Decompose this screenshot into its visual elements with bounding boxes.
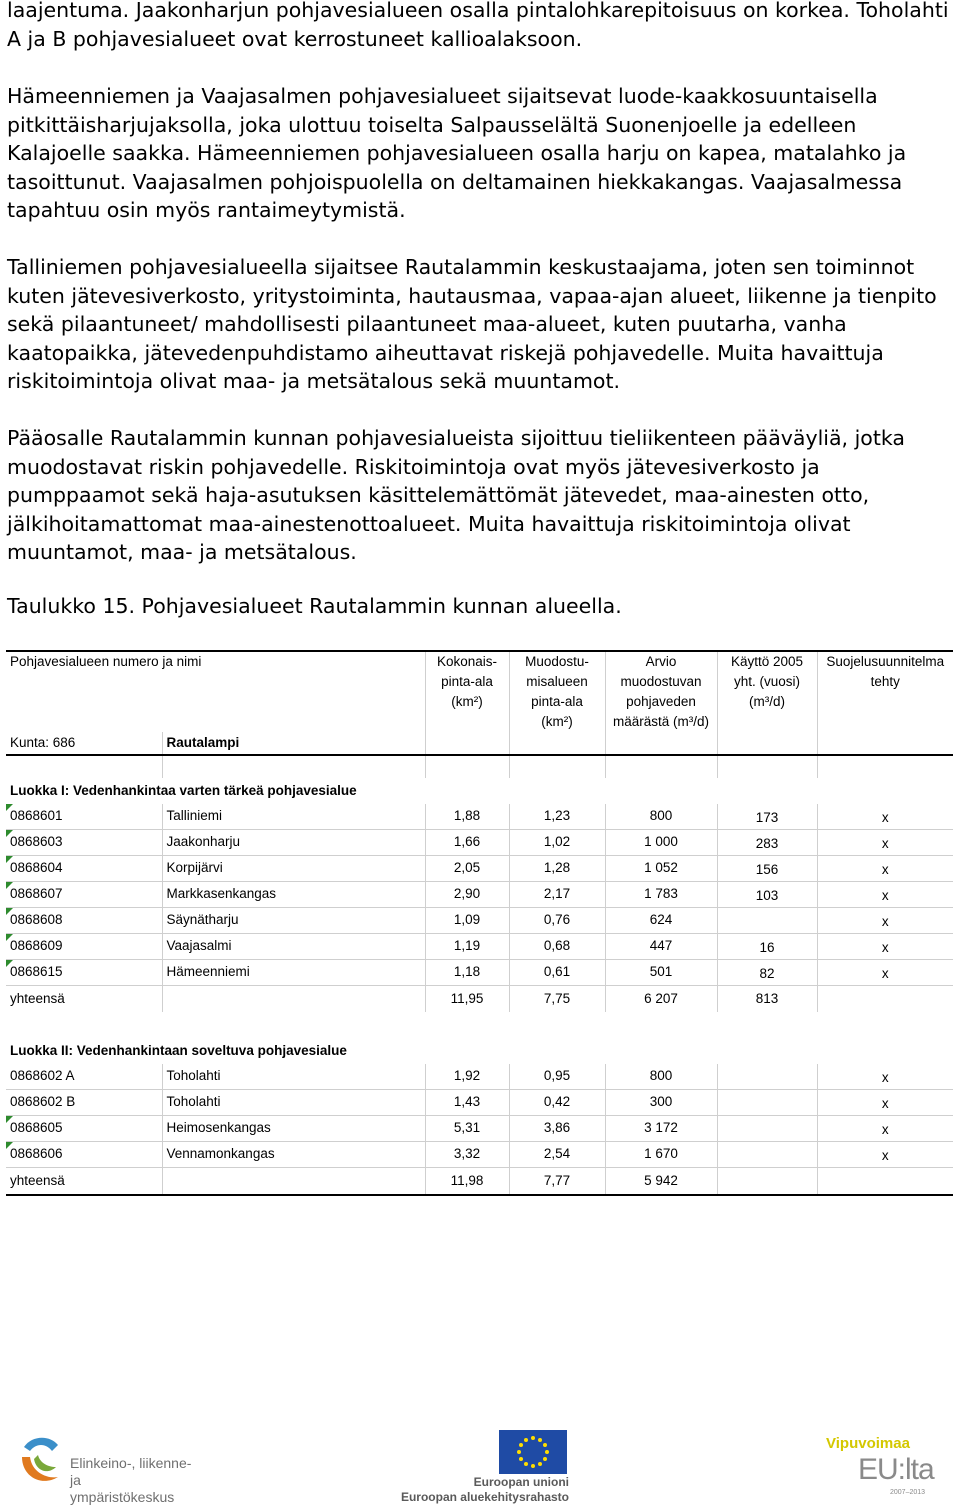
water-estimate: 447 <box>605 934 717 960</box>
area-name: Talliniemi <box>162 804 425 830</box>
header-name: Pohjavesialueen numero ja nimi <box>6 651 425 732</box>
table-row <box>6 882 953 908</box>
total-area: 1,43 <box>425 1090 509 1116</box>
table-row <box>6 1142 953 1168</box>
area-name: Hämeenniemi <box>162 960 425 986</box>
recharge-area: 2,54 <box>509 1142 605 1168</box>
usage: 156 <box>717 856 817 882</box>
recharge-area: 1,23 <box>509 804 605 830</box>
total-area: 2,90 <box>425 882 509 908</box>
ely-name-line-2: ympäristökeskus <box>70 1489 175 1505</box>
area-id: 0868603 <box>6 830 162 856</box>
protection-plan: x <box>817 804 953 830</box>
header-total-area: Kokonais-pinta-ala (km²) <box>425 651 509 732</box>
total-usage <box>717 1168 817 1196</box>
protection-plan: x <box>817 1064 953 1090</box>
total-area: 1,09 <box>425 908 509 934</box>
recharge-area: 1,28 <box>509 856 605 882</box>
usage <box>717 908 817 934</box>
area-id: 0868608 <box>6 908 162 934</box>
water-estimate: 1 670 <box>605 1142 717 1168</box>
class-1-rows <box>6 804 953 986</box>
total-area: 5,31 <box>425 1116 509 1142</box>
eu-name: Euroopan unioni <box>473 1475 569 1489</box>
eu-lta-wordmark: EU:lta <box>858 1453 934 1486</box>
protection-plan: x <box>817 882 953 908</box>
ely-centre-logo <box>18 1433 198 1505</box>
paragraph-4: Pääosalle Rautalammin kunnan pohjavesialueista sijoittuu tieliikenteen pääväyliä, jotka muodostavat riskin pohjavedelle. Riskitoimintoja ovat myös jätevesiverkosto ja pumppaamot sekä haja-asutuksen käsittelemättömät jätevedet, maa-ainesten otto, jälkihoitamattomat maa-ainestenottoalueet. Muita havaittuja riskitoimintoja olivat muuntamot, maa- ja metsätalous. <box>7 426 905 565</box>
protection-plan: x <box>817 934 953 960</box>
total-recharge-area: 7,77 <box>509 1168 605 1196</box>
water-estimate: 501 <box>605 960 717 986</box>
area-name: Markkasenkangas <box>162 882 425 908</box>
footer-logos <box>0 1425 960 1503</box>
table-header-row <box>6 651 953 732</box>
total-label: yhteensä <box>6 1168 162 1196</box>
table-row <box>6 960 953 986</box>
area-id: 0868602 B <box>6 1090 162 1116</box>
programme-years: 2007–2013 <box>890 1489 926 1496</box>
total-estimate: 6 207 <box>605 986 717 1013</box>
header-recharge-area: Muodostu-misalueen pinta-ala (km²) <box>509 651 605 732</box>
class-1-heading-row <box>6 778 953 804</box>
recharge-area: 0,95 <box>509 1064 605 1090</box>
total-area: 11,98 <box>425 1168 509 1196</box>
total-label: yhteensä <box>10 991 65 1006</box>
header-usage: Käyttö 2005 yht. (vuosi) (m³/d) <box>717 651 817 732</box>
table-caption: Taulukko 15. Pohjavesialueet Rautalammin kunnan alueella. <box>7 594 622 618</box>
total-area: 11,95 <box>425 986 509 1013</box>
table-row <box>6 1090 953 1116</box>
protection-plan: x <box>817 1116 953 1142</box>
municipality-name: Rautalampi <box>162 732 425 755</box>
area-id: 0868609 <box>6 934 162 960</box>
total-area: 1,18 <box>425 960 509 986</box>
usage <box>717 1142 817 1168</box>
total-area: 1,92 <box>425 1064 509 1090</box>
area-id: 0868606 <box>6 1142 162 1168</box>
area-id: 0868601 <box>6 804 162 830</box>
usage: 103 <box>717 882 817 908</box>
eu-logo <box>388 1427 574 1504</box>
protection-plan: x <box>817 908 953 934</box>
water-estimate: 624 <box>605 908 717 934</box>
area-name: Jaakonharju <box>162 830 425 856</box>
class-2-total-row <box>6 1168 953 1196</box>
protection-plan: x <box>817 856 953 882</box>
water-estimate: 1 000 <box>605 830 717 856</box>
water-estimate: 800 <box>605 804 717 830</box>
table-row <box>6 830 953 856</box>
groundwater-table <box>6 650 953 1196</box>
usage: 82 <box>717 960 817 986</box>
paragraph-3: Talliniemen pohjavesialueella sijaitsee Rautalammin keskustaajama, joten sen toiminnot kuten jätevesiverkosto, yritystoiminta, hautausmaa, vapaa-ajan alueet, liikenne ja tienpito sekä pilaantuneet/ mahdollisesti pilaantuneet maa-alueet, kuten puutarha, vanha kaatopaikka, jätevedenpuhdistamo aiheuttavat riskejä pohjavedelle. Muita havaittuja riskitoimintoja olivat maa- ja metsätalous sekä muuntamot. <box>7 255 937 394</box>
table-row <box>6 1116 953 1142</box>
class-2-heading-row <box>6 1038 953 1064</box>
recharge-area: 0,68 <box>509 934 605 960</box>
usage <box>717 1090 817 1116</box>
recharge-area: 0,76 <box>509 908 605 934</box>
area-id: 0868605 <box>6 1116 162 1142</box>
class-2-rows <box>6 1064 953 1168</box>
area-name: Vennamonkangas <box>162 1142 425 1168</box>
area-name: Säynätharju <box>162 908 425 934</box>
total-area: 1,19 <box>425 934 509 960</box>
municipality-code: Kunta: 686 <box>6 732 162 755</box>
table-row <box>6 908 953 934</box>
total-area: 2,05 <box>425 856 509 882</box>
table-row <box>6 804 953 830</box>
area-name: Toholahti <box>162 1064 425 1090</box>
class-2-title: Luokka II: Vedenhankintaan soveltuva pohjavesialue <box>10 1043 347 1058</box>
usage <box>717 1116 817 1142</box>
table-row <box>6 1064 953 1090</box>
total-usage: 813 <box>717 986 817 1013</box>
recharge-area: 0,61 <box>509 960 605 986</box>
total-area: 1,66 <box>425 830 509 856</box>
eu-fund-name: Euroopan aluekehitysrahasto <box>400 1490 569 1504</box>
total-area: 3,32 <box>425 1142 509 1168</box>
area-name: Heimosenkangas <box>162 1116 425 1142</box>
vipuvoimaa-title: Vipuvoimaa <box>826 1435 910 1452</box>
total-recharge-area: 7,75 <box>509 986 605 1013</box>
area-name: Korpijärvi <box>162 856 425 882</box>
area-id: 0868604 <box>6 856 162 882</box>
ely-name-line-1: Elinkeino-, liikenne- ja <box>70 1455 192 1488</box>
eu-flag-icon <box>499 1430 567 1474</box>
total-area: 1,88 <box>425 804 509 830</box>
area-id: 0868602 A <box>6 1064 162 1090</box>
recharge-area: 2,17 <box>509 882 605 908</box>
class-1-title: Luokka I: Vedenhankintaa varten tärkeä pohjavesialue <box>10 783 357 798</box>
table-row <box>6 934 953 960</box>
protection-plan: x <box>817 830 953 856</box>
protection-plan: x <box>817 1142 953 1168</box>
ely-emblem-icon <box>18 1433 66 1489</box>
vipuvoimaa-logo <box>826 1435 950 1499</box>
header-protection-plan: Suojelusuunnitelma tehty <box>817 651 953 732</box>
usage: 173 <box>717 804 817 830</box>
total-estimate: 5 942 <box>605 1168 717 1196</box>
municipality-row <box>6 732 953 755</box>
recharge-area: 3,86 <box>509 1116 605 1142</box>
water-estimate: 300 <box>605 1090 717 1116</box>
water-estimate: 1 052 <box>605 856 717 882</box>
area-id: 0868607 <box>6 882 162 908</box>
header-estimate: Arvio muodostuvan pohjaveden määrästä (m³/d) <box>605 651 717 732</box>
paragraph-1: laajentuma. Jaakonharjun pohjavesialueen osalla pintalohkarepitoisuus on korkea. Toholahti A ja B pohjavesialueet ovat kerrostuneet kallioalaksoon. <box>7 0 949 51</box>
protection-plan: x <box>817 1090 953 1116</box>
usage: 283 <box>717 830 817 856</box>
water-estimate: 3 172 <box>605 1116 717 1142</box>
class-1-total-row <box>6 986 953 1013</box>
area-name: Toholahti <box>162 1090 425 1116</box>
paragraph-2: Hämeenniemen ja Vaajasalmen pohjavesialueet sijaitsevat luode-kaakkosuuntaisella pitkittäisharjujaksolla, joka ulottuu toiselta Salpausselältä Suonenjoelle ja edelleen Kalajoelle saakka. Hämeenniemen pohjavesialueen osalla harju on kapea, matalahko ja tasoittunut. Vaajasalmen pohjoispuolella on deltamainen hiekkakangas. Vaajasalmessa tapahtuu osin myös rantaimeytymistä. <box>7 84 907 223</box>
area-id: 0868615 <box>6 960 162 986</box>
usage: 16 <box>717 934 817 960</box>
protection-plan: x <box>817 960 953 986</box>
recharge-area: 1,02 <box>509 830 605 856</box>
area-name: Vaajasalmi <box>162 934 425 960</box>
table-row <box>6 856 953 882</box>
water-estimate: 800 <box>605 1064 717 1090</box>
water-estimate: 1 783 <box>605 882 717 908</box>
recharge-area: 0,42 <box>509 1090 605 1116</box>
usage <box>717 1064 817 1090</box>
